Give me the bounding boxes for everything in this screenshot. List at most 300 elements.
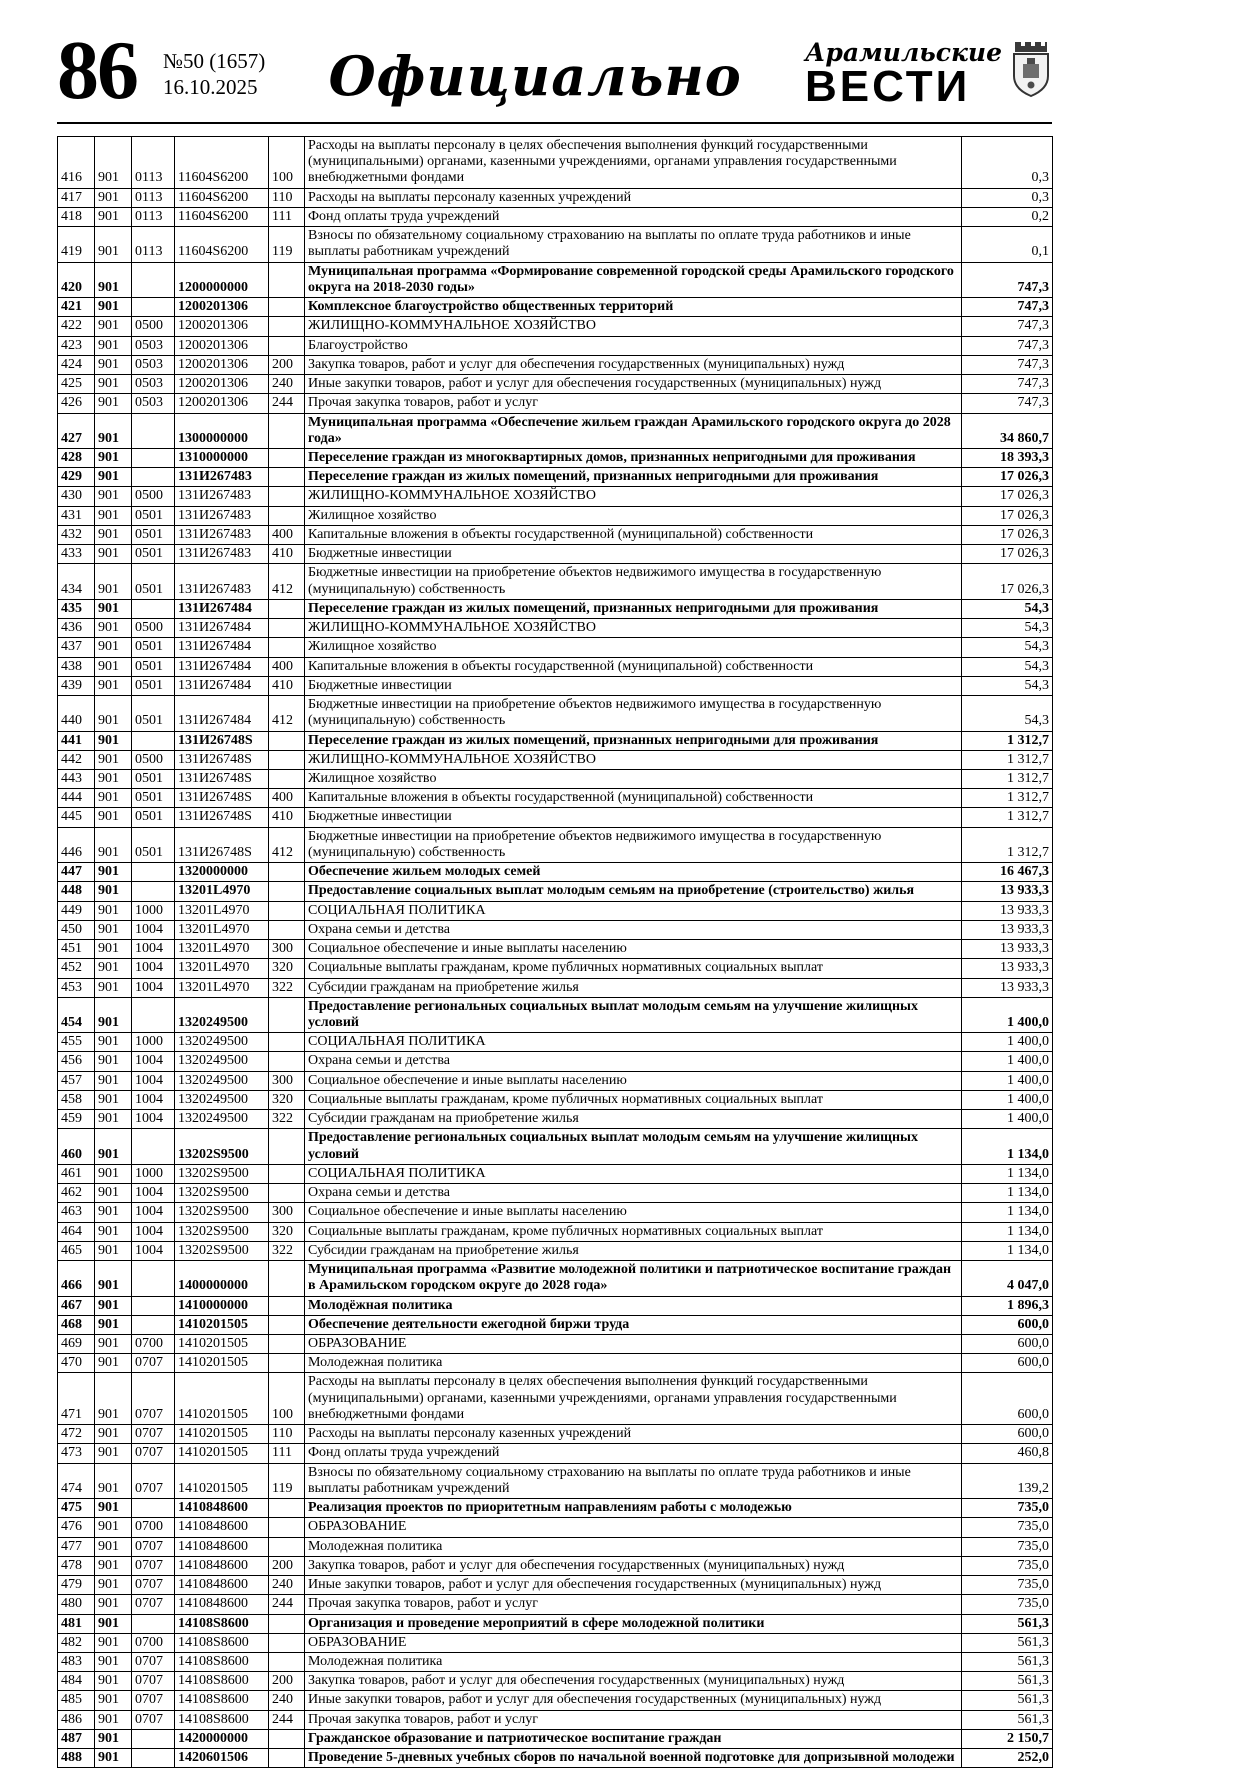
table-row — [58, 1335, 1053, 1354]
cell-num: 464 — [58, 1222, 95, 1241]
cell-article: 13201L4970 — [175, 882, 269, 901]
cell-section — [132, 1499, 175, 1518]
cell-section: 1004 — [132, 1184, 175, 1203]
cell-name: Капитальные вложения в объекты государственной (муниципальной) собственности — [305, 657, 962, 676]
cell-section — [132, 731, 175, 750]
cell-amount: 54,3 — [962, 619, 1053, 638]
cell-num: 436 — [58, 619, 95, 638]
table-row — [58, 1518, 1053, 1537]
cell-article: 131И26748S — [175, 731, 269, 750]
cell-num: 473 — [58, 1444, 95, 1463]
cell-section: 0503 — [132, 355, 175, 374]
cell-num: 435 — [58, 599, 95, 618]
cell-type: 412 — [269, 827, 305, 862]
cell-grbs: 901 — [95, 1241, 132, 1260]
cell-article: 131И267483 — [175, 525, 269, 544]
cell-num: 433 — [58, 545, 95, 564]
cell-name: Социальные выплаты гражданам, кроме публичных нормативных социальных выплат — [305, 1222, 962, 1241]
cell-grbs: 901 — [95, 375, 132, 394]
cell-amount: 54,3 — [962, 676, 1053, 695]
cell-amount: 1 312,7 — [962, 750, 1053, 769]
cell-grbs: 901 — [95, 468, 132, 487]
cell-grbs: 901 — [95, 882, 132, 901]
cell-type: 119 — [269, 227, 305, 262]
cell-amount: 600,0 — [962, 1425, 1053, 1444]
cell-num: 440 — [58, 696, 95, 731]
cell-section: 0501 — [132, 696, 175, 731]
cell-type — [269, 1729, 305, 1748]
cell-grbs: 901 — [95, 448, 132, 467]
cell-name: ЖИЛИЩНО-КОММУНАЛЬНОЕ ХОЗЯЙСТВО — [305, 487, 962, 506]
cell-type: 412 — [269, 564, 305, 599]
cell-name: Молодежная политика — [305, 1537, 962, 1556]
cell-type — [269, 317, 305, 336]
cell-type — [269, 750, 305, 769]
cell-name: ЖИЛИЩНО-КОММУНАЛЬНОЕ ХОЗЯЙСТВО — [305, 619, 962, 638]
cell-article: 1320249500 — [175, 1052, 269, 1071]
cell-grbs: 901 — [95, 317, 132, 336]
cell-amount: 1 134,0 — [962, 1203, 1053, 1222]
table-row — [58, 619, 1053, 638]
cell-amount: 17 026,3 — [962, 487, 1053, 506]
cell-grbs: 901 — [95, 1296, 132, 1315]
cell-section: 0501 — [132, 827, 175, 862]
cell-type: 200 — [269, 355, 305, 374]
cell-grbs: 901 — [95, 262, 132, 297]
cell-section: 1004 — [132, 920, 175, 939]
cell-grbs: 901 — [95, 1071, 132, 1090]
cell-amount: 1 400,0 — [962, 1052, 1053, 1071]
cell-article: 1200201306 — [175, 375, 269, 394]
cell-article: 1320249500 — [175, 1071, 269, 1090]
cell-grbs: 901 — [95, 676, 132, 695]
table-row — [58, 696, 1053, 731]
cell-article: 1410201505 — [175, 1425, 269, 1444]
cell-grbs: 901 — [95, 1614, 132, 1633]
cell-name: Иные закупки товаров, работ и услуг для обеспечения государственных (муниципальных) нужд — [305, 1691, 962, 1710]
table-row — [58, 188, 1053, 207]
cell-grbs: 901 — [95, 638, 132, 657]
cell-article: 13202S9500 — [175, 1241, 269, 1260]
cell-article: 1200000000 — [175, 262, 269, 297]
cell-article: 14108S8600 — [175, 1614, 269, 1633]
cell-amount: 1 312,7 — [962, 827, 1053, 862]
cell-amount: 16 467,3 — [962, 863, 1053, 882]
cell-name: Расходы на выплаты персоналу в целях обеспечения выполнения функций государственными (муниципальными) органами, казенными учреждениями, органами управления государственными внебюджетными фондами — [305, 137, 962, 189]
cell-num: 487 — [58, 1729, 95, 1748]
cell-type: 200 — [269, 1672, 305, 1691]
cell-type: 320 — [269, 1222, 305, 1241]
cell-amount: 0,3 — [962, 188, 1053, 207]
table-row — [58, 920, 1053, 939]
cell-type: 410 — [269, 545, 305, 564]
cell-amount: 1 312,7 — [962, 731, 1053, 750]
cell-section: 0707 — [132, 1425, 175, 1444]
table-row — [58, 1164, 1053, 1183]
cell-type — [269, 1354, 305, 1373]
cell-article: 11604S6200 — [175, 227, 269, 262]
cell-section: 1004 — [132, 1241, 175, 1260]
cell-article: 1410201505 — [175, 1315, 269, 1334]
cell-amount: 54,3 — [962, 638, 1053, 657]
brand-name-top: Арамильские — [805, 38, 1002, 67]
cell-article: 13202S9500 — [175, 1184, 269, 1203]
cell-name: ЖИЛИЩНО-КОММУНАЛЬНОЕ ХОЗЯЙСТВО — [305, 750, 962, 769]
table-row — [58, 1241, 1053, 1260]
cell-grbs: 901 — [95, 1595, 132, 1614]
table-row — [58, 448, 1053, 467]
cell-grbs: 901 — [95, 207, 132, 226]
cell-grbs: 901 — [95, 1672, 132, 1691]
issue-info — [163, 48, 265, 101]
cell-article: 1320249500 — [175, 1033, 269, 1052]
cell-section: 0503 — [132, 394, 175, 413]
cell-num: 418 — [58, 207, 95, 226]
cell-grbs: 901 — [95, 487, 132, 506]
cell-type: 240 — [269, 1691, 305, 1710]
cell-grbs: 901 — [95, 1499, 132, 1518]
table-row — [58, 1633, 1053, 1652]
cell-name: Субсидии гражданам на приобретение жилья — [305, 978, 962, 997]
page-header — [57, 24, 1052, 124]
cell-section: 0707 — [132, 1373, 175, 1425]
cell-grbs: 901 — [95, 1425, 132, 1444]
cell-grbs: 901 — [95, 564, 132, 599]
cell-section: 0501 — [132, 525, 175, 544]
table-row — [58, 487, 1053, 506]
cell-type — [269, 1315, 305, 1334]
cell-type: 100 — [269, 1373, 305, 1425]
cell-num: 457 — [58, 1071, 95, 1090]
cell-name: Социальное обеспечение и иные выплаты населению — [305, 1203, 962, 1222]
table-row — [58, 789, 1053, 808]
cell-name: Бюджетные инвестиции на приобретение объектов недвижимого имущества в государственную (муниципальную) собственность — [305, 564, 962, 599]
cell-type — [269, 506, 305, 525]
cell-grbs: 901 — [95, 506, 132, 525]
cell-name: Капитальные вложения в объекты государственной (муниципальной) собственности — [305, 525, 962, 544]
cell-type — [269, 731, 305, 750]
cell-amount: 1 134,0 — [962, 1164, 1053, 1183]
cell-amount: 747,3 — [962, 298, 1053, 317]
cell-article: 131И267483 — [175, 506, 269, 525]
cell-section: 0500 — [132, 487, 175, 506]
cell-article: 13202S9500 — [175, 1222, 269, 1241]
cell-amount: 600,0 — [962, 1335, 1053, 1354]
cell-name: Предоставление социальных выплат молодым семьям на приобретение (строительство) жилья — [305, 882, 962, 901]
cell-grbs: 901 — [95, 1203, 132, 1222]
cell-num: 465 — [58, 1241, 95, 1260]
table-row — [58, 599, 1053, 618]
cell-article: 131И267483 — [175, 487, 269, 506]
cell-amount: 735,0 — [962, 1518, 1053, 1537]
cell-amount: 54,3 — [962, 599, 1053, 618]
cell-grbs: 901 — [95, 731, 132, 750]
cell-type — [269, 336, 305, 355]
cell-article: 131И267484 — [175, 657, 269, 676]
cell-type — [269, 920, 305, 939]
table-row — [58, 750, 1053, 769]
cell-article: 1320249500 — [175, 1090, 269, 1109]
table-row — [58, 940, 1053, 959]
cell-section: 0707 — [132, 1710, 175, 1729]
cell-type — [269, 1033, 305, 1052]
cell-grbs: 901 — [95, 619, 132, 638]
cell-article: 131И267484 — [175, 638, 269, 657]
cell-article: 1410000000 — [175, 1296, 269, 1315]
cell-type: 322 — [269, 978, 305, 997]
cell-section: 0501 — [132, 676, 175, 695]
cell-name: Муниципальная программа «Развитие молодежной политики и патриотическое воспитание граждан в Арамильском городском округе до 2028 года» — [305, 1261, 962, 1296]
cell-name: Охрана семьи и детства — [305, 1052, 962, 1071]
cell-type: 322 — [269, 1241, 305, 1260]
cell-article: 1410201505 — [175, 1463, 269, 1498]
cell-section: 0700 — [132, 1518, 175, 1537]
cell-article: 1200201306 — [175, 336, 269, 355]
cell-section: 0501 — [132, 789, 175, 808]
cell-name: Реализация проектов по приоритетным направлениям работы с молодежью — [305, 1499, 962, 1518]
cell-type: 244 — [269, 394, 305, 413]
cell-amount: 1 134,0 — [962, 1222, 1053, 1241]
table-row — [58, 1184, 1053, 1203]
cell-name: Обеспечение деятельности ежегодной биржи труда — [305, 1315, 962, 1334]
cell-section: 0500 — [132, 750, 175, 769]
cell-type — [269, 1129, 305, 1164]
cell-section: 0700 — [132, 1633, 175, 1652]
cell-grbs: 901 — [95, 959, 132, 978]
table-row — [58, 827, 1053, 862]
cell-type: 320 — [269, 959, 305, 978]
cell-article: 13201L4970 — [175, 959, 269, 978]
cell-name: Расходы на выплаты персоналу в целях обеспечения выполнения функций государственными (муниципальными) органами, казенными учреждениями, органами управления государственными внебюджетными фондами — [305, 1373, 962, 1425]
cell-amount: 1 400,0 — [962, 1033, 1053, 1052]
table-row — [58, 1499, 1053, 1518]
cell-grbs: 901 — [95, 1335, 132, 1354]
cell-amount: 0,2 — [962, 207, 1053, 226]
cell-amount: 54,3 — [962, 657, 1053, 676]
cell-article: 1420601506 — [175, 1749, 269, 1768]
cell-article: 13202S9500 — [175, 1129, 269, 1164]
cell-num: 472 — [58, 1425, 95, 1444]
cell-num: 441 — [58, 731, 95, 750]
cell-num: 483 — [58, 1652, 95, 1671]
cell-section — [132, 448, 175, 467]
cell-num: 437 — [58, 638, 95, 657]
cell-article: 13201L4970 — [175, 901, 269, 920]
cell-num: 468 — [58, 1315, 95, 1334]
cell-name: Бюджетные инвестиции — [305, 545, 962, 564]
cell-grbs: 901 — [95, 769, 132, 788]
cell-amount: 1 400,0 — [962, 1110, 1053, 1129]
issue-date: 16.10.2025 — [163, 75, 258, 100]
cell-amount: 747,3 — [962, 355, 1053, 374]
cell-section — [132, 1749, 175, 1768]
cell-amount: 1 134,0 — [962, 1184, 1053, 1203]
cell-num: 454 — [58, 997, 95, 1032]
cell-amount: 1 312,7 — [962, 769, 1053, 788]
cell-grbs: 901 — [95, 545, 132, 564]
table-row — [58, 525, 1053, 544]
table-row — [58, 1033, 1053, 1052]
cell-amount: 735,0 — [962, 1537, 1053, 1556]
cell-article: 131И267484 — [175, 619, 269, 638]
cell-name: Гражданское образование и патриотическое воспитание граждан — [305, 1729, 962, 1748]
cell-article: 1420000000 — [175, 1729, 269, 1748]
cell-name: Субсидии гражданам на приобретение жилья — [305, 1241, 962, 1260]
cell-grbs: 901 — [95, 188, 132, 207]
cell-name: СОЦИАЛЬНАЯ ПОЛИТИКА — [305, 1164, 962, 1183]
cell-type — [269, 448, 305, 467]
cell-article: 1410201505 — [175, 1335, 269, 1354]
cell-type — [269, 1633, 305, 1652]
cell-amount: 17 026,3 — [962, 545, 1053, 564]
table-row — [58, 657, 1053, 676]
table-row — [58, 731, 1053, 750]
table-row — [58, 317, 1053, 336]
cell-section — [132, 1296, 175, 1315]
cell-amount: 735,0 — [962, 1556, 1053, 1575]
cell-name: ОБРАЗОВАНИЕ — [305, 1518, 962, 1537]
table-row — [58, 1052, 1053, 1071]
cell-amount: 1 312,7 — [962, 789, 1053, 808]
cell-article: 1410848600 — [175, 1556, 269, 1575]
cell-type — [269, 997, 305, 1032]
cell-section: 0707 — [132, 1672, 175, 1691]
cell-num: 466 — [58, 1261, 95, 1296]
cell-type — [269, 1052, 305, 1071]
cell-amount: 747,3 — [962, 394, 1053, 413]
cell-section: 0501 — [132, 769, 175, 788]
cell-type: 111 — [269, 1444, 305, 1463]
cell-section: 1000 — [132, 1033, 175, 1052]
cell-name: Закупка товаров, работ и услуг для обеспечения государственных (муниципальных) нужд — [305, 1672, 962, 1691]
cell-num: 446 — [58, 827, 95, 862]
cell-num: 423 — [58, 336, 95, 355]
cell-grbs: 901 — [95, 827, 132, 862]
cell-type — [269, 1518, 305, 1537]
cell-amount: 600,0 — [962, 1354, 1053, 1373]
cell-article: 1410848600 — [175, 1576, 269, 1595]
cell-num: 434 — [58, 564, 95, 599]
section-title: Официально — [328, 44, 742, 108]
cell-amount: 747,3 — [962, 336, 1053, 355]
cell-article: 1300000000 — [175, 413, 269, 448]
cell-grbs: 901 — [95, 696, 132, 731]
cell-grbs: 901 — [95, 1315, 132, 1334]
cell-grbs: 901 — [95, 1222, 132, 1241]
cell-section: 0113 — [132, 137, 175, 189]
table-row — [58, 769, 1053, 788]
cell-section: 0501 — [132, 657, 175, 676]
cell-article: 131И26748S — [175, 769, 269, 788]
table-row — [58, 1595, 1053, 1614]
cell-grbs: 901 — [95, 1164, 132, 1183]
cell-section: 1004 — [132, 1110, 175, 1129]
table-row — [58, 997, 1053, 1032]
cell-grbs: 901 — [95, 657, 132, 676]
cell-type — [269, 619, 305, 638]
table-row — [58, 638, 1053, 657]
cell-name: ЖИЛИЩНО-КОММУНАЛЬНОЕ ХОЗЯЙСТВО — [305, 317, 962, 336]
cell-section: 0707 — [132, 1652, 175, 1671]
budget-table — [57, 136, 1053, 1768]
table-row — [58, 1556, 1053, 1575]
cell-article: 1410201505 — [175, 1444, 269, 1463]
table-row — [58, 1071, 1053, 1090]
cell-grbs: 901 — [95, 1129, 132, 1164]
cell-type: 244 — [269, 1710, 305, 1729]
cell-type: 410 — [269, 808, 305, 827]
cell-amount: 460,8 — [962, 1444, 1053, 1463]
cell-type — [269, 1164, 305, 1183]
cell-article: 14108S8600 — [175, 1633, 269, 1652]
cell-amount: 600,0 — [962, 1315, 1053, 1334]
cell-grbs: 901 — [95, 750, 132, 769]
cell-section: 1004 — [132, 978, 175, 997]
cell-num: 479 — [58, 1576, 95, 1595]
cell-amount: 17 026,3 — [962, 506, 1053, 525]
cell-type: 110 — [269, 188, 305, 207]
cell-name: Организация и проведение мероприятий в сфере молодежной политики — [305, 1614, 962, 1633]
table-row — [58, 1090, 1053, 1109]
cell-amount: 13 933,3 — [962, 901, 1053, 920]
table-row — [58, 863, 1053, 882]
cell-name: Взносы по обязательному социальному страхованию на выплаты по оплате труда работников и иные выплаты работникам учреждений — [305, 1463, 962, 1498]
cell-name: СОЦИАЛЬНАЯ ПОЛИТИКА — [305, 1033, 962, 1052]
cell-amount: 18 393,3 — [962, 448, 1053, 467]
table-row — [58, 394, 1053, 413]
cell-num: 420 — [58, 262, 95, 297]
cell-amount: 600,0 — [962, 1373, 1053, 1425]
cell-grbs: 901 — [95, 1184, 132, 1203]
cell-num: 476 — [58, 1518, 95, 1537]
cell-type: 240 — [269, 1576, 305, 1595]
cell-article: 131И267484 — [175, 676, 269, 695]
cell-grbs: 901 — [95, 298, 132, 317]
cell-article: 1410848600 — [175, 1518, 269, 1537]
cell-article: 1200201306 — [175, 394, 269, 413]
cell-article: 131И267483 — [175, 564, 269, 599]
table-row — [58, 355, 1053, 374]
cell-article: 14108S8600 — [175, 1691, 269, 1710]
cell-article: 1410201505 — [175, 1373, 269, 1425]
cell-section: 0707 — [132, 1537, 175, 1556]
cell-type — [269, 863, 305, 882]
cell-article: 131И267484 — [175, 696, 269, 731]
cell-article: 1410201505 — [175, 1354, 269, 1373]
cell-amount: 1 134,0 — [962, 1129, 1053, 1164]
budget-table-body — [58, 137, 1053, 1768]
cell-name: Жилищное хозяйство — [305, 638, 962, 657]
table-row — [58, 468, 1053, 487]
cell-amount: 54,3 — [962, 696, 1053, 731]
cell-name: Комплексное благоустройство общественных территорий — [305, 298, 962, 317]
table-row — [58, 1652, 1053, 1671]
cell-type — [269, 1537, 305, 1556]
cell-num: 474 — [58, 1463, 95, 1498]
cell-grbs: 901 — [95, 1729, 132, 1748]
cell-type — [269, 638, 305, 657]
cell-type: 410 — [269, 676, 305, 695]
cell-grbs: 901 — [95, 336, 132, 355]
cell-article: 131И26748S — [175, 808, 269, 827]
cell-grbs: 901 — [95, 1556, 132, 1575]
cell-grbs: 901 — [95, 1090, 132, 1109]
cell-num: 421 — [58, 298, 95, 317]
cell-num: 426 — [58, 394, 95, 413]
cell-grbs: 901 — [95, 1537, 132, 1556]
cell-grbs: 901 — [95, 1633, 132, 1652]
table-row — [58, 262, 1053, 297]
